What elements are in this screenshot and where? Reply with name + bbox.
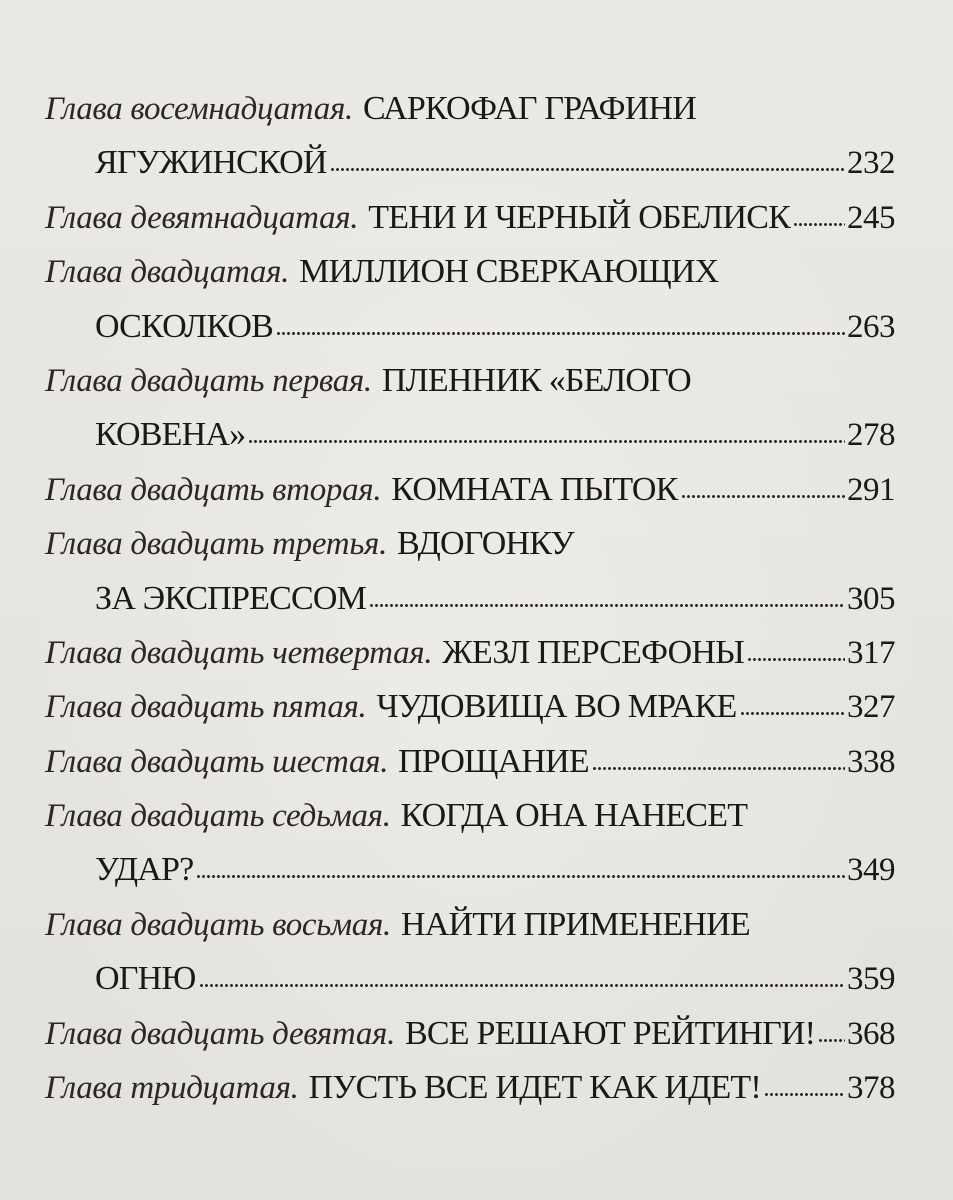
chapter-label: Глава двадцать восьмая. <box>45 906 391 943</box>
page-number: 317 <box>847 634 895 671</box>
page-number: 359 <box>847 961 895 998</box>
chapter-label: Глава двадцать шестая. <box>45 743 389 780</box>
chapter-label: Глава двадцать первая. <box>45 362 372 399</box>
dot-leader <box>369 604 845 607</box>
chapter-title: МИЛЛИОН СВЕРКАЮЩИХ <box>299 253 719 291</box>
dot-leader <box>276 332 845 335</box>
chapter-label: Глава двадцать девятая. <box>45 1015 396 1052</box>
chapter-title: КОГДА ОНА НАНЕСЕТ <box>400 797 748 835</box>
chapter-title: КОМНАТА ПЫТОК <box>391 470 678 508</box>
page-number: 349 <box>847 852 895 889</box>
dot-leader <box>747 658 845 661</box>
chapter-title: ПУСТЬ ВСЕ ИДЕТ КАК ИДЕТ! <box>308 1069 761 1107</box>
toc-entry <box>45 735 895 789</box>
chapter-label: Глава восемнадцатая. <box>45 91 353 127</box>
chapter-title-continuation: КОВЕНА» <box>95 416 246 454</box>
toc-entry-continuation <box>45 136 895 190</box>
chapter-title-continuation: ОГНЮ <box>95 960 196 998</box>
toc-entry-continuation <box>45 572 895 626</box>
toc-entry <box>45 626 895 680</box>
toc-entry <box>45 245 895 299</box>
toc-entry <box>45 1061 895 1115</box>
toc-entry-continuation <box>45 408 895 462</box>
toc-entry <box>45 898 895 952</box>
chapter-title: ЧУДОВИЩА ВО МРАКЕ <box>376 688 737 726</box>
page-number: 305 <box>847 580 895 617</box>
toc-entry <box>45 191 895 245</box>
chapter-label: Глава девятнадцатая. <box>45 199 359 236</box>
toc-entry <box>45 1007 895 1061</box>
chapter-title: ВДОГОНКУ <box>397 525 574 563</box>
table-of-contents <box>45 82 895 1115</box>
page-number: 338 <box>847 743 895 780</box>
chapter-label: Глава двадцать вторая. <box>45 471 382 508</box>
page-number: 368 <box>847 1015 895 1052</box>
toc-entry <box>45 517 895 571</box>
dot-leader <box>330 168 845 171</box>
chapter-label: Глава двадцать третья. <box>45 526 388 563</box>
chapter-title: САРКОФАГ ГРАФИНИ <box>362 90 696 127</box>
chapter-title-continuation: ЯГУЖИНСКОЙ <box>95 144 327 182</box>
chapter-title: ЖЕЗЛ ПЕРСЕФОНЫ <box>442 633 744 671</box>
dot-leader <box>681 495 845 498</box>
toc-entry-continuation <box>45 952 895 1006</box>
chapter-title: ВСЕ РЕШАЮТ РЕЙТИНГИ! <box>405 1014 816 1052</box>
chapter-title: ПЛЕННИК «БЕЛОГО <box>381 361 691 399</box>
dot-leader <box>764 1093 845 1096</box>
page-number: 291 <box>847 471 895 508</box>
page-number: 378 <box>847 1070 895 1107</box>
page-number: 232 <box>847 145 895 182</box>
page-number: 278 <box>847 417 895 454</box>
chapter-title-continuation: ОСКОЛКОВ <box>95 307 274 345</box>
toc-entry-continuation <box>45 843 895 897</box>
chapter-title: ПРОЩАНИЕ <box>398 742 589 780</box>
chapter-title: ТЕНИ И ЧЕРНЫЙ ОБЕЛИСК <box>368 198 791 236</box>
chapter-title: НАЙТИ ПРИМЕНЕНИЕ <box>400 905 750 943</box>
page-number: 327 <box>847 689 895 726</box>
toc-entry <box>45 680 895 734</box>
chapter-title-continuation: УДАР? <box>95 851 194 889</box>
dot-leader <box>740 712 845 715</box>
dot-leader <box>793 223 845 226</box>
chapter-title-continuation: ЗА ЭКСПРЕССОМ <box>95 579 367 617</box>
dot-leader <box>199 984 845 987</box>
page-number: 263 <box>847 308 895 345</box>
page-number: 245 <box>847 199 895 236</box>
toc-entry <box>45 354 895 408</box>
chapter-label: Глава двадцать четвертая. <box>45 634 433 671</box>
dot-leader <box>248 440 845 443</box>
toc-entry-continuation <box>45 300 895 354</box>
chapter-label: Глава двадцать пятая. <box>45 689 367 726</box>
dot-leader <box>196 875 845 878</box>
toc-entry <box>45 463 895 517</box>
dot-leader <box>818 1039 845 1042</box>
toc-entry <box>45 789 895 843</box>
chapter-label: Глава двадцатая. <box>45 254 290 291</box>
chapter-label: Глава двадцать седьмая. <box>45 798 391 835</box>
dot-leader <box>592 767 845 770</box>
toc-entry <box>45 82 895 136</box>
chapter-label: Глава тридцатая. <box>45 1070 299 1107</box>
